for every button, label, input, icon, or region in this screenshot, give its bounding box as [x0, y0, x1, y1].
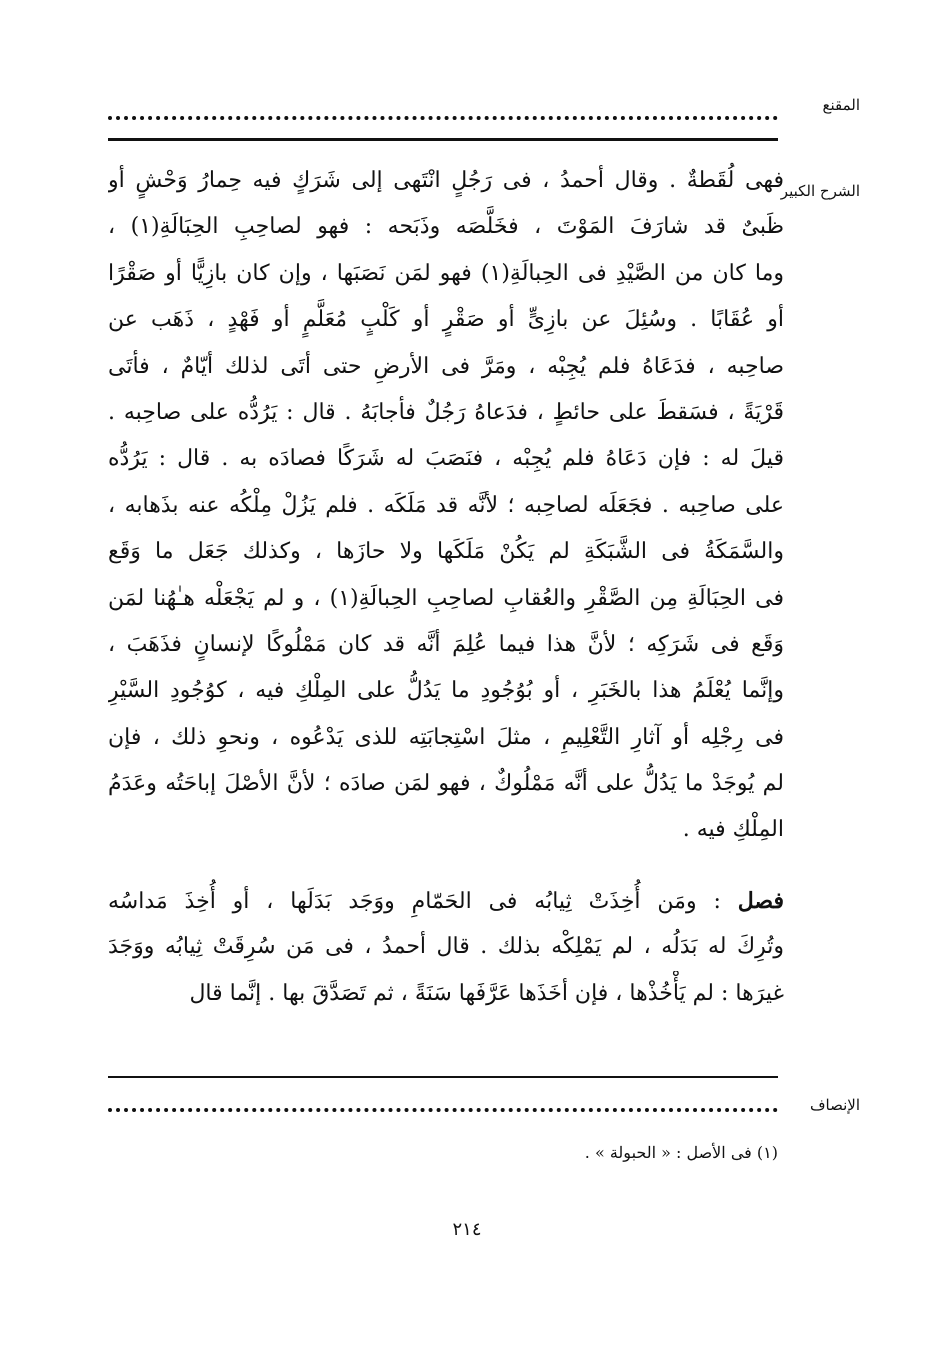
- text-line: المِلْكِ فيه .: [682, 817, 784, 843]
- paragraph: [108, 158, 784, 854]
- text-line: قيلَ له : فإن دَعَاهُ فلم يُجِبْه ، فنَصَبَ له شَرَكًا فصادَه به . قال : يَرُدُّه: [108, 446, 784, 472]
- text-line: غيرَها : لم يَأْخُذْها ، فإن أخَذَها عَرَّفَها سَنَةً ، ثم تَصَدَّقَ بها . إنَّما قال: [189, 980, 784, 1006]
- body-text: [108, 158, 784, 1017]
- footer-dotted-rule: [108, 1108, 778, 1112]
- page-number: ٢١٤: [452, 1219, 482, 1240]
- text-line: فهى لُقَطةٌ . وقال أحمدُ ، فى رَجُلٍ انْتَهى إلى شَرَكٍ فيه حِمارُ وَحْشٍ أو: [108, 168, 784, 193]
- side-label-bottom: الإنصاف: [809, 1096, 860, 1114]
- text-line: قَرْيَةً ، فسَقطَ على حائطٍ ، فدَعاهُ رَجُلٌ فأجابَهُ . قال : يَرُدُّه على صاحِبه .: [108, 399, 784, 425]
- text-line-content: : ومَن أُخِذَتْ ثِيابُه فى الحَمّامِ ووَجَد بَدَلَها ، أو أُخِذَ مَداسُه: [108, 888, 738, 914]
- text-line: والسَّمَكَةُ فى الشَّبَكَةِ لم يَكُنْ مَلَكَها ولا حازَها ، وكذلك جَعَل ما وَقَع: [108, 539, 784, 565]
- text-line: [108, 878, 784, 924]
- header-dotted-rule: [108, 116, 778, 120]
- text-line: صاحِبه ، فدَعَاهُ فلم يُجِبْه ، ومَرَّ فى الأرضِ حتى أتَى لذلك أيّامٌ ، فأتَى: [108, 353, 784, 379]
- text-line: وإنَّما يُعْلَمُ هذا بالخَبَرِ ، أو بُوُجُودِ ما يَدُلُّ على المِلْكِ فيه ، كوُجُودِ السَّيْرِ: [108, 678, 784, 704]
- paragraph-gap: [108, 854, 784, 878]
- header-title: المقنع: [822, 96, 860, 114]
- body-end-rule: [108, 1076, 778, 1078]
- side-label-main: الشرح الكبير: [780, 182, 860, 200]
- footnote: (١) فى الأصل : « الحبولة » .: [584, 1143, 778, 1162]
- text-line: على صاحِبه . فجَعَلَه لصاحِبه ؛ لأنَّه قد مَلَكَه . فلم يَزُلْ مِلْكُه عنه بذَهابه ،: [108, 492, 784, 518]
- text-line: ظَبىٌ قد شارَفَ المَوْتَ ، فخَلَّصَه وذَبَحه : فهو لصاحِبِ الحِبَالَةِ(١) ،: [108, 214, 784, 240]
- paragraph: [108, 878, 784, 1017]
- text-line: أو عُقَابًا . وسُئِلَ عن بازِىٍّ أو صَقْرٍ أو كَلْبٍ مُعَلَّمٍ أو فَهْدٍ ، ذَهَب عن: [108, 307, 784, 333]
- text-line: وما كان من الصَّيْدِ فى الحِبالَةِ(١) فهو لمَن نَصَبَها ، وإن كان بازِيًّا أو صَقْرًا: [108, 260, 784, 286]
- text-line: لم يُوجَدْ ما يَدُلُّ على أنَّه مَمْلُوكٌ ، فهو لمَن صادَه ؛ لأنَّ الأصْلَ إباحَتُه وعَدَمُ: [108, 771, 784, 797]
- text-line: فى الحِبَالَةِ مِن الصَّقْرِ والعُقابِ لصاحِبِ الحِبالَةِ(١) ، و لم يَجْعَلْه هـٰهُنا لمَن: [108, 585, 784, 611]
- section-heading: فصل: [737, 887, 784, 914]
- text-line: وَقَع فى شَرَكِه ؛ لأنَّ هذا فيما عُلِمَ أنَّه قد كان مَمْلُوكًا لإنسانٍ فذَهَبَ ،: [108, 631, 784, 657]
- header-rule: [108, 138, 778, 141]
- text-line: وتُرِكَ له بَدَلُه ، لم يَمْلِكْه بذلك . قال أحمدُ ، فى مَن سُرِقَتْ ثِيابُه ووَجَدَ: [108, 934, 784, 960]
- text-line: فى رِجْلِه أو آثارِ التَّعْلِيمِ ، مثلَ اسْتِجابَتِه للذى يَدْعُوه ، ونحوِ ذلك ، فإن: [108, 724, 784, 750]
